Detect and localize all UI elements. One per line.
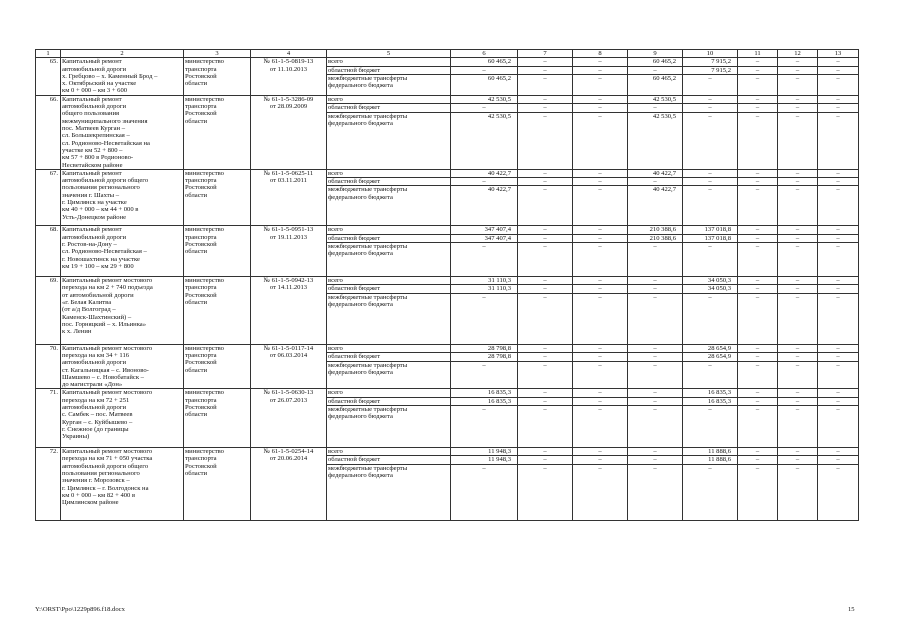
value-cell: – (818, 464, 859, 520)
value-cell: – (518, 448, 573, 456)
order-number: № 61-1-5-3286-09 от 28.09.2009 (251, 95, 327, 169)
value-cell: – (778, 226, 818, 234)
value-cell: – (573, 456, 628, 464)
value-cell: – (818, 277, 859, 285)
table-body (36, 58, 859, 520)
value-cell: – (683, 186, 738, 226)
value-cell: – (683, 74, 738, 95)
value-cell: – (738, 226, 778, 234)
page-number: 15 (848, 606, 855, 613)
value-cell: – (573, 95, 628, 104)
table-row (36, 226, 859, 234)
funding-source: областной бюджет (327, 397, 451, 405)
col-header: 13 (818, 50, 859, 58)
value-cell: – (818, 243, 859, 277)
funding-source: всего (327, 389, 451, 397)
value-cell: – (818, 186, 859, 226)
value-cell: – (778, 186, 818, 226)
value-cell: – (628, 456, 683, 464)
value-cell: 347 407,4 (451, 234, 518, 242)
executor: министерство транспорта Ростовской области (184, 226, 251, 277)
value-cell: – (818, 361, 859, 389)
value-cell: 34 050,3 (683, 285, 738, 293)
value-cell: – (573, 113, 628, 170)
value-cell: – (518, 226, 573, 234)
value-cell: – (628, 243, 683, 277)
table-row (36, 95, 859, 104)
value-cell: – (573, 361, 628, 389)
row-number: 66. (36, 95, 61, 169)
value-cell: – (628, 344, 683, 353)
col-header: 11 (738, 50, 778, 58)
value-cell: – (518, 113, 573, 170)
funding-source: областной бюджет (327, 234, 451, 242)
value-cell: 11 948,3 (451, 448, 518, 456)
value-cell: – (573, 406, 628, 448)
file-path: Y:\ORST\Ppo\1229p896.f18.docx (35, 606, 125, 613)
order-number: № 61-1-5-0625-11 от 03.11.2011 (251, 169, 327, 226)
value-cell: – (518, 95, 573, 104)
value-cell: – (573, 178, 628, 186)
value-cell: 28 654,9 (683, 344, 738, 353)
value-cell: – (451, 406, 518, 448)
funding-source: областной бюджет (327, 178, 451, 186)
order-number: № 61-1-5-0819-13 от 11.10.2013 (251, 58, 327, 96)
value-cell: – (628, 389, 683, 397)
value-cell: 60 465,2 (628, 58, 683, 66)
value-cell: – (818, 58, 859, 66)
col-header: 5 (327, 50, 451, 58)
row-number: 69. (36, 277, 61, 345)
value-cell: 16 835,3 (451, 397, 518, 405)
value-cell: – (683, 178, 738, 186)
col-header: 9 (628, 50, 683, 58)
object-name: Капитальный ремонт автомобильной дороги общего пользования межмуниципального значения пос. Матвеев Курган – сл. Большекрепинская – сл. Родионово-Несветайская на участке км 52 + 800 – км 57 + 800 в Родионово- Несветайском районе (61, 95, 184, 169)
value-cell: 40 422,7 (451, 186, 518, 226)
col-header: 2 (61, 50, 184, 58)
value-cell: – (778, 361, 818, 389)
table-row (36, 448, 859, 456)
value-cell: – (573, 464, 628, 520)
value-cell: – (738, 243, 778, 277)
value-cell: 11 948,3 (451, 456, 518, 464)
program-table (35, 49, 859, 521)
funding-source: областной бюджет (327, 353, 451, 362)
funding-source: межбюджетные трансферты федерального бюджета (327, 464, 451, 520)
value-cell: – (683, 243, 738, 277)
value-cell: 40 422,7 (628, 186, 683, 226)
value-cell: – (818, 353, 859, 362)
table-row (36, 344, 859, 353)
value-cell: – (573, 74, 628, 95)
value-cell: – (738, 58, 778, 66)
funding-source: межбюджетные трансферты федерального бюджета (327, 361, 451, 389)
object-name: Капитальный ремонт автомобильной дороги общего пользования регионального значения г. Шахты – г. Цимлянск на участке км 40 + 000 – км 44 + 000 в Усть-Донецком районе (61, 169, 184, 226)
value-cell: – (818, 389, 859, 397)
funding-source: всего (327, 226, 451, 234)
value-cell: – (778, 406, 818, 448)
value-cell: – (628, 285, 683, 293)
value-cell: – (683, 95, 738, 104)
value-cell: – (778, 113, 818, 170)
value-cell: – (778, 353, 818, 362)
value-cell: – (628, 361, 683, 389)
col-header: 7 (518, 50, 573, 58)
funding-source: всего (327, 95, 451, 104)
value-cell: 42 530,5 (628, 95, 683, 104)
executor: министерство транспорта Ростовской области (184, 169, 251, 226)
table-row (36, 277, 859, 285)
value-cell: – (818, 169, 859, 177)
column-number-row (36, 50, 859, 58)
value-cell: – (518, 234, 573, 242)
col-header: 4 (251, 50, 327, 58)
value-cell: – (778, 389, 818, 397)
value-cell: 347 407,4 (451, 226, 518, 234)
value-cell: 11 888,6 (683, 448, 738, 456)
row-number: 65. (36, 58, 61, 96)
executor: министерство транспорта Ростовской области (184, 95, 251, 169)
value-cell: – (518, 277, 573, 285)
value-cell: 42 530,5 (451, 113, 518, 170)
value-cell: – (451, 243, 518, 277)
value-cell: – (683, 464, 738, 520)
object-name: Капитальный ремонт автомобильной дороги х. Гребцово – х. Каменный Брод – х. Октябрьский на участке км 0 + 000 – км 3 + 600 (61, 58, 184, 96)
value-cell: 28 798,8 (451, 353, 518, 362)
value-cell: – (738, 95, 778, 104)
value-cell: – (738, 406, 778, 448)
value-cell: 137 018,8 (683, 234, 738, 242)
value-cell: – (738, 353, 778, 362)
value-cell: 31 110,3 (451, 285, 518, 293)
value-cell: 42 530,5 (451, 95, 518, 104)
value-cell: 60 465,2 (628, 74, 683, 95)
value-cell: – (573, 104, 628, 113)
order-number: № 61-1-5-0254-14 от 20.06.2014 (251, 448, 327, 521)
value-cell: – (818, 104, 859, 113)
value-cell: – (738, 169, 778, 177)
value-cell: – (818, 344, 859, 353)
value-cell: – (738, 361, 778, 389)
value-cell: – (573, 226, 628, 234)
value-cell: – (778, 58, 818, 66)
value-cell: – (738, 186, 778, 226)
value-cell: – (628, 464, 683, 520)
value-cell: – (628, 178, 683, 186)
funding-source: областной бюджет (327, 456, 451, 464)
col-header: 3 (184, 50, 251, 58)
value-cell: – (778, 95, 818, 104)
value-cell: – (818, 95, 859, 104)
table-row (36, 389, 859, 397)
object-name: Капитальный ремонт мостового перехода на км 34 + 116 автомобильной дороги ст. Кагальницкая – с. Ивоново- Шамшево – с. Новобатайск – до магистрали «Дон» (61, 344, 184, 389)
value-cell: – (818, 397, 859, 405)
funding-source: межбюджетные трансферты федерального бюджета (327, 186, 451, 226)
value-cell: – (573, 277, 628, 285)
value-cell: – (573, 169, 628, 177)
row-number: 68. (36, 226, 61, 277)
value-cell: – (818, 406, 859, 448)
value-cell: – (818, 448, 859, 456)
value-cell: – (778, 285, 818, 293)
value-cell: – (738, 277, 778, 285)
value-cell: – (778, 293, 818, 344)
value-cell: – (778, 397, 818, 405)
value-cell: 28 798,8 (451, 344, 518, 353)
value-cell: – (573, 344, 628, 353)
value-cell: – (451, 361, 518, 389)
value-cell: – (628, 277, 683, 285)
value-cell: – (778, 464, 818, 520)
value-cell: – (518, 397, 573, 405)
value-cell: 40 422,7 (451, 169, 518, 177)
value-cell: – (518, 353, 573, 362)
value-cell: – (518, 344, 573, 353)
value-cell: – (778, 178, 818, 186)
value-cell: 34 050,3 (683, 277, 738, 285)
value-cell: 42 530,5 (628, 113, 683, 170)
value-cell: – (738, 389, 778, 397)
value-cell: – (573, 397, 628, 405)
col-header: 8 (573, 50, 628, 58)
value-cell: – (573, 448, 628, 456)
value-cell: – (778, 344, 818, 353)
value-cell: – (778, 243, 818, 277)
value-cell: – (628, 104, 683, 113)
value-cell: – (738, 234, 778, 242)
value-cell: – (778, 169, 818, 177)
value-cell: – (451, 66, 518, 74)
value-cell: – (573, 389, 628, 397)
value-cell: – (518, 464, 573, 520)
value-cell: – (738, 293, 778, 344)
value-cell: – (738, 464, 778, 520)
object-name: Капитальный ремонт автомобильной дороги г. Ростов-на-Дону – сл. Родионово-Несветайская – г. Новошахтинск на участке км 19 + 100 – км 29 + 800 (61, 226, 184, 277)
value-cell: 7 915,2 (683, 66, 738, 74)
value-cell: 16 835,3 (683, 389, 738, 397)
value-cell: 31 110,3 (451, 277, 518, 285)
value-cell: – (628, 66, 683, 74)
value-cell: – (818, 74, 859, 95)
value-cell: 210 388,6 (628, 226, 683, 234)
value-cell: – (683, 361, 738, 389)
value-cell: – (683, 113, 738, 170)
value-cell: – (573, 243, 628, 277)
value-cell: – (683, 406, 738, 448)
value-cell: – (573, 353, 628, 362)
object-name: Капитальный ремонт мостового перехода на км 71 + 050 участка автомобильной дороги общего пользования регионального значения г. Морозовск – г. Цимлянск – г. Волгодонск на км 0 + 000 – км 82 + 400 в Цимлянском районе (61, 448, 184, 521)
value-cell: – (628, 448, 683, 456)
value-cell: – (818, 113, 859, 170)
value-cell: – (778, 104, 818, 113)
value-cell: 28 654,9 (683, 353, 738, 362)
value-cell: – (518, 293, 573, 344)
value-cell: – (738, 113, 778, 170)
value-cell: 16 835,3 (683, 397, 738, 405)
value-cell: – (518, 361, 573, 389)
funding-source: межбюджетные трансферты федерального бюджета (327, 243, 451, 277)
object-name: Капитальный ремонт мостового перехода на км 72 + 251 автомобильной дороги с. Самбек – пос. Матвеев Курган – с. Куйбышево – г. Снежное (до границы Украины) (61, 389, 184, 448)
value-cell: 7 915,2 (683, 58, 738, 66)
value-cell: 137 018,8 (683, 226, 738, 234)
value-cell: – (683, 293, 738, 344)
value-cell: – (573, 58, 628, 66)
value-cell: – (778, 66, 818, 74)
executor: министерство транспорта Ростовской области (184, 389, 251, 448)
value-cell: – (818, 234, 859, 242)
col-header: 12 (778, 50, 818, 58)
funding-source: всего (327, 277, 451, 285)
value-cell: – (778, 448, 818, 456)
value-cell: – (518, 406, 573, 448)
value-cell: – (778, 74, 818, 95)
row-number: 70. (36, 344, 61, 389)
value-cell: – (818, 285, 859, 293)
executor: министерство транспорта Ростовской области (184, 58, 251, 96)
value-cell: – (518, 243, 573, 277)
order-number: № 61-1-5-0117-14 от 06.03.2014 (251, 344, 327, 389)
value-cell: – (683, 169, 738, 177)
value-cell: – (573, 234, 628, 242)
value-cell: – (451, 293, 518, 344)
document-page (35, 49, 858, 521)
value-cell: – (818, 178, 859, 186)
value-cell: – (573, 285, 628, 293)
executor: министерство транспорта Ростовской области (184, 448, 251, 521)
value-cell: – (628, 353, 683, 362)
col-header: 10 (683, 50, 738, 58)
value-cell: 60 465,2 (451, 58, 518, 66)
col-header: 6 (451, 50, 518, 58)
funding-source: всего (327, 448, 451, 456)
value-cell: – (738, 66, 778, 74)
value-cell: – (518, 58, 573, 66)
value-cell: – (518, 104, 573, 113)
value-cell: – (738, 344, 778, 353)
funding-source: областной бюджет (327, 285, 451, 293)
funding-source: межбюджетные трансферты федерального бюджета (327, 293, 451, 344)
value-cell: – (451, 464, 518, 520)
object-name: Капитальный ремонт мостового перехода на км 2 + 740 подъезда от автомобильной дороги «г. Белая Калитва (от а/д Волгоград – Каменск-Шахтинский) – пос. Горняцкий – х. Ильинка» к х. Ленин (61, 277, 184, 345)
value-cell: – (738, 456, 778, 464)
value-cell: – (628, 406, 683, 448)
funding-source: межбюджетные трансферты федерального бюджета (327, 406, 451, 448)
order-number: № 61-1-5-0630-13 от 26.07.2013 (251, 389, 327, 448)
order-number: № 61-1-5-0942-13 от 14.11.2013 (251, 277, 327, 345)
value-cell: – (738, 74, 778, 95)
value-cell: – (738, 397, 778, 405)
value-cell: – (738, 448, 778, 456)
value-cell: – (818, 456, 859, 464)
value-cell: – (573, 293, 628, 344)
value-cell: – (518, 285, 573, 293)
executor: министерство транспорта Ростовской области (184, 277, 251, 345)
order-number: № 61-1-5-0951-13 от 19.11.2013 (251, 226, 327, 277)
value-cell: – (451, 178, 518, 186)
value-cell: – (818, 66, 859, 74)
value-cell: 210 388,6 (628, 234, 683, 242)
value-cell: – (738, 104, 778, 113)
value-cell: – (778, 277, 818, 285)
col-header: 1 (36, 50, 61, 58)
table-row (36, 58, 859, 66)
value-cell: – (778, 456, 818, 464)
value-cell: – (518, 186, 573, 226)
value-cell: – (778, 234, 818, 242)
funding-source: всего (327, 344, 451, 353)
row-number: 72. (36, 448, 61, 521)
executor: министерство транспорта Ростовской области (184, 344, 251, 389)
funding-source: областной бюджет (327, 104, 451, 113)
value-cell: 60 465,2 (451, 74, 518, 95)
row-number: 67. (36, 169, 61, 226)
value-cell: – (518, 389, 573, 397)
value-cell: – (518, 66, 573, 74)
row-number: 71. (36, 389, 61, 448)
value-cell: – (683, 104, 738, 113)
value-cell: – (573, 186, 628, 226)
value-cell: – (628, 397, 683, 405)
value-cell: – (738, 285, 778, 293)
funding-source: областной бюджет (327, 66, 451, 74)
funding-source: межбюджетные трансферты федерального бюджета (327, 74, 451, 95)
value-cell: 16 835,3 (451, 389, 518, 397)
table-row (36, 169, 859, 177)
value-cell: – (628, 293, 683, 344)
value-cell: – (518, 456, 573, 464)
funding-source: всего (327, 58, 451, 66)
value-cell: – (818, 293, 859, 344)
value-cell: – (818, 226, 859, 234)
funding-source: межбюджетные трансферты федерального бюджета (327, 113, 451, 170)
value-cell: – (573, 66, 628, 74)
value-cell: 11 888,6 (683, 456, 738, 464)
value-cell: 40 422,7 (628, 169, 683, 177)
value-cell: – (518, 178, 573, 186)
value-cell: – (451, 104, 518, 113)
value-cell: – (738, 178, 778, 186)
value-cell: – (518, 169, 573, 177)
funding-source: всего (327, 169, 451, 177)
value-cell: – (518, 74, 573, 95)
